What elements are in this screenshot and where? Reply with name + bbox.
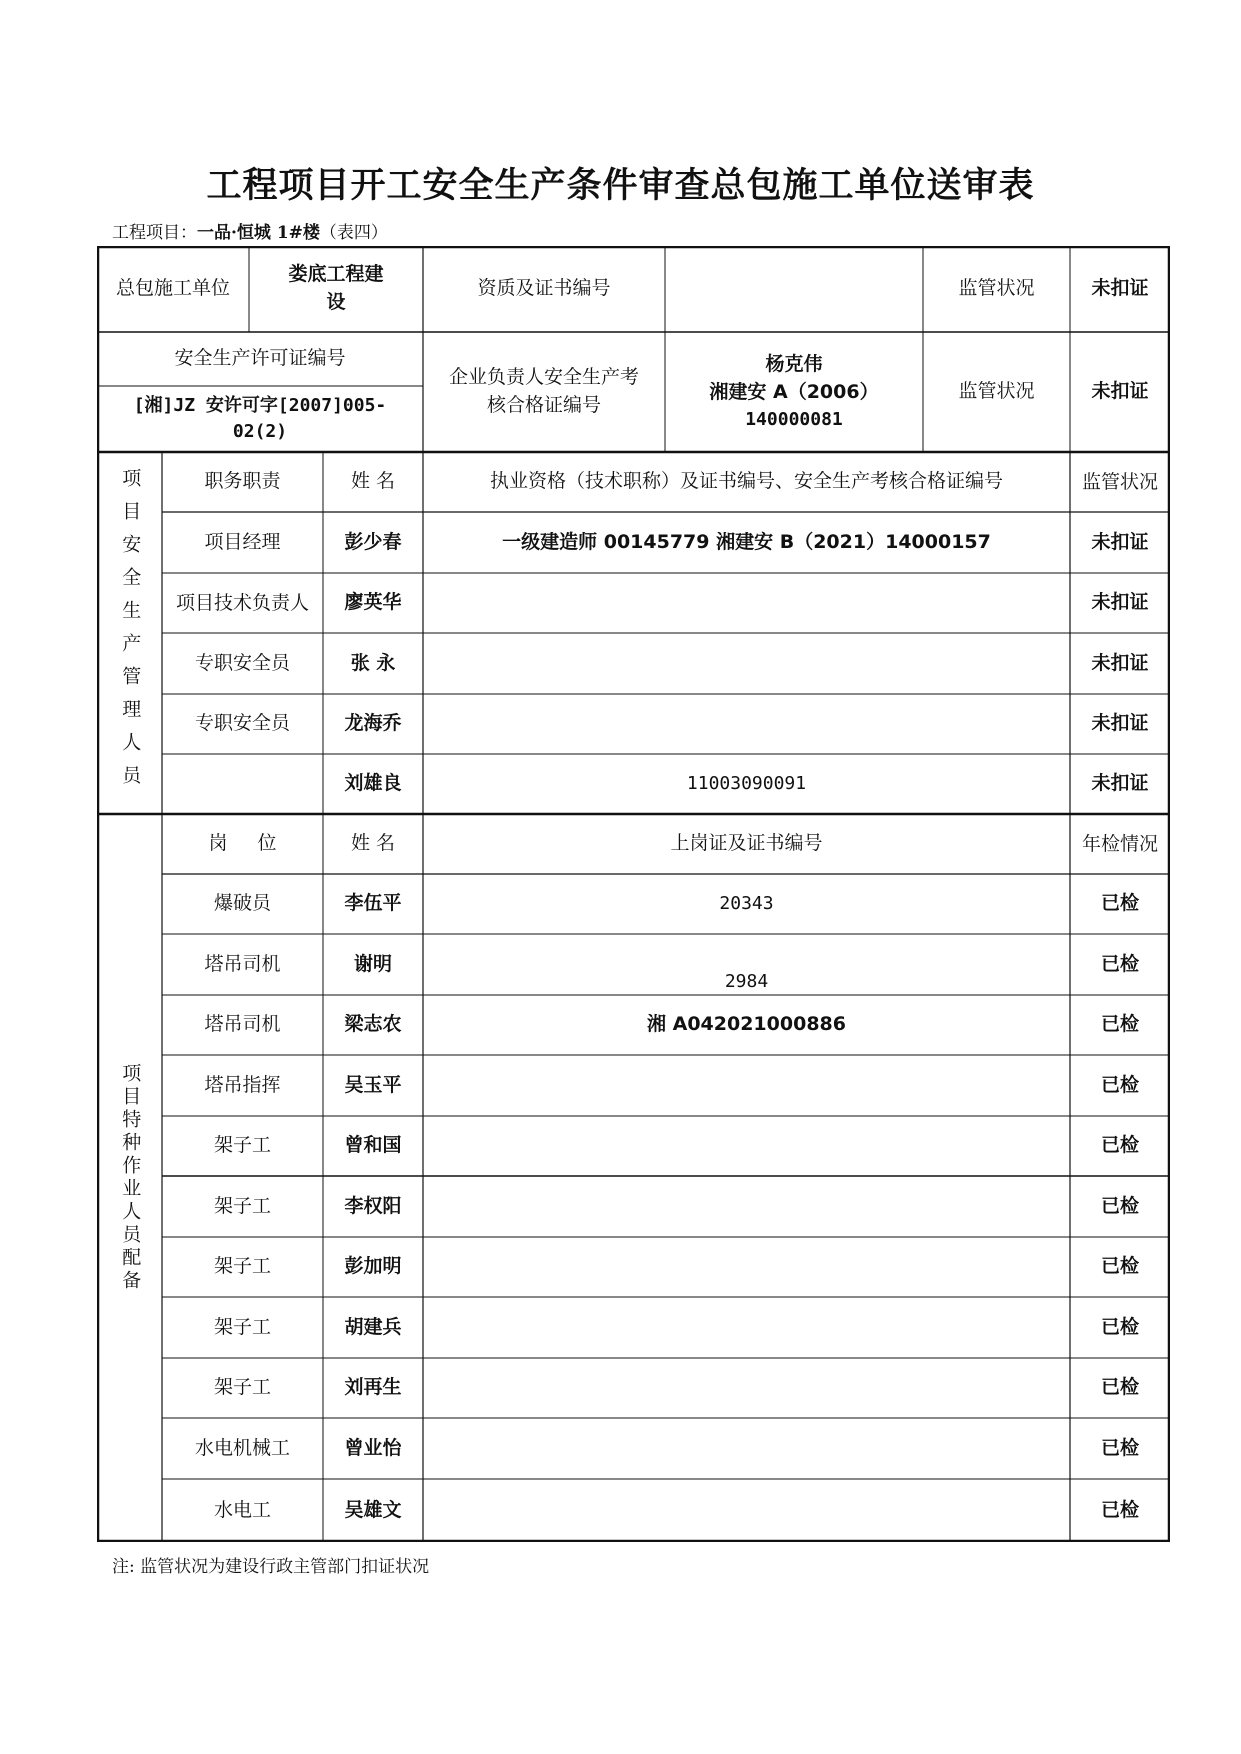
worker-status: 已检 (1100, 1376, 1139, 1399)
license-status-value: 未扣证 (1091, 380, 1149, 403)
worker-cert (423, 1176, 1070, 1237)
worker-name: 梁志农 (344, 1013, 402, 1036)
leader-cert-line1: 湘建安 A（2006） (709, 380, 879, 403)
worker-status: 已检 (1100, 1315, 1139, 1338)
unit-status-value: 未扣证 (1091, 277, 1149, 300)
workers-header-cert: 上岗证及证书编号 (670, 832, 823, 855)
managers-header-cert: 执业资格（技术职称）及证书编号、安全生产考核合格证编号 (489, 470, 1003, 493)
worker-name: 李权阳 (344, 1194, 402, 1217)
worker-name: 吴玉平 (344, 1073, 402, 1096)
manager-status: 未扣证 (1091, 591, 1149, 614)
worker-cert (423, 1116, 1070, 1176)
manager-cert: 11003090091 (686, 772, 807, 794)
manager-status: 未扣证 (1091, 712, 1149, 735)
worker-role: 塔吊司机 (204, 1013, 281, 1036)
manager-role: 专职安全员 (194, 651, 290, 674)
worker-status: 已检 (1100, 1436, 1139, 1459)
project-label: 工程项目： (112, 223, 197, 243)
manager-cert (423, 694, 1070, 754)
worker-status: 已检 (1100, 952, 1139, 975)
qualification-value (665, 246, 923, 332)
worker-cert: 湘 A042021000886 (647, 1013, 846, 1036)
worker-name: 谢明 (353, 952, 392, 975)
worker-status: 已检 (1100, 1134, 1139, 1157)
worker-cert (423, 1297, 1070, 1358)
worker-cert: 20343 (719, 892, 774, 914)
workers-header-status: 年检情况 (1082, 832, 1159, 855)
worker-name: 吴雄文 (344, 1498, 402, 1521)
worker-role: 塔吊司机 (204, 952, 281, 975)
license-label: 安全生产许可证编号 (174, 347, 346, 370)
manager-cert (423, 573, 1070, 633)
manager-role: 项目经理 (204, 530, 281, 553)
manager-status: 未扣证 (1091, 772, 1149, 795)
worker-role: 架子工 (213, 1376, 271, 1399)
worker-cert (423, 1237, 1070, 1297)
worker-cert (423, 1055, 1070, 1116)
worker-role: 架子工 (213, 1255, 271, 1278)
unit-label: 总包施工单位 (115, 277, 230, 300)
manager-role: 项目技术负责人 (176, 591, 310, 614)
manager-name: 龙海乔 (344, 712, 402, 735)
managers-header-status: 监管状况 (1082, 470, 1159, 493)
worker-cert: 2984 (724, 970, 769, 992)
manager-role (162, 754, 323, 814)
manager-name: 张 永 (350, 651, 396, 674)
managers-section-label: 项目安全生产管理人员 (119, 468, 142, 798)
manager-status: 未扣证 (1091, 651, 1149, 674)
worker-status: 已检 (1100, 892, 1139, 915)
worker-role: 架子工 (213, 1194, 271, 1217)
qualification-label: 资质及证书编号 (477, 277, 611, 300)
worker-name: 李伍平 (344, 892, 402, 915)
worker-name: 曾和国 (344, 1134, 402, 1157)
project-name: 一品·恒城 1#楼 (197, 223, 320, 243)
unit-value: 娄底工程建设 (288, 263, 384, 313)
workers-header-name: 姓 名 (350, 832, 396, 855)
worker-name: 胡建兵 (344, 1315, 402, 1338)
manager-name: 刘雄良 (344, 772, 402, 795)
review-table (97, 246, 1170, 1542)
leader-cert-cell (665, 332, 923, 452)
manager-name: 彭少春 (344, 530, 402, 553)
workers-section-label: 项目特种作业人员配备 (119, 1063, 142, 1293)
worker-role: 爆破员 (213, 892, 271, 915)
manager-status: 未扣证 (1091, 530, 1149, 553)
license-status-label: 监管状况 (958, 380, 1035, 403)
workers-header-role: 岗 位 (208, 832, 277, 855)
worker-name: 曾业怡 (344, 1436, 402, 1459)
worker-name: 彭加明 (344, 1255, 402, 1278)
leader-cert-line2: 140000081 (745, 408, 843, 430)
managers-header-name: 姓 名 (350, 470, 396, 493)
worker-cert (423, 1358, 1070, 1418)
worker-status: 已检 (1100, 1194, 1139, 1217)
worker-status: 已检 (1100, 1073, 1139, 1096)
page-title: 工程项目开工安全生产条件审查总包施工单位送审表 (206, 166, 1035, 206)
worker-status: 已检 (1100, 1255, 1139, 1278)
license-value: [湘]JZ 安许可字[2007]005-02(2) (133, 394, 387, 442)
worker-role: 水电工 (213, 1498, 271, 1521)
worker-status: 已检 (1100, 1498, 1139, 1521)
worker-role: 水电机械工 (194, 1436, 290, 1459)
worker-name: 刘再生 (344, 1376, 402, 1399)
manager-cert (423, 633, 1070, 694)
project-suffix: （表四） (319, 223, 388, 243)
worker-cert (423, 1418, 1070, 1479)
unit-status-label: 监管状况 (958, 277, 1035, 300)
worker-role: 塔吊指挥 (204, 1073, 281, 1096)
worker-status: 已检 (1100, 1013, 1139, 1036)
managers-header-role: 职务职责 (204, 470, 281, 493)
worker-role: 架子工 (213, 1134, 271, 1157)
leader-cert-label: 企业负责人安全生产考核合格证编号 (448, 366, 639, 416)
leader-name: 杨克伟 (765, 353, 823, 376)
project-line (112, 218, 388, 243)
manager-name: 廖英华 (344, 591, 402, 614)
worker-cert (423, 1479, 1070, 1542)
manager-role: 专职安全员 (194, 712, 290, 735)
footnote: 注: 监管状况为建设行政主管部门扣证状况 (112, 1557, 430, 1577)
manager-cert: 一级建造师 00145779 湘建安 B（2021）14000157 (502, 530, 991, 553)
worker-role: 架子工 (213, 1315, 271, 1338)
